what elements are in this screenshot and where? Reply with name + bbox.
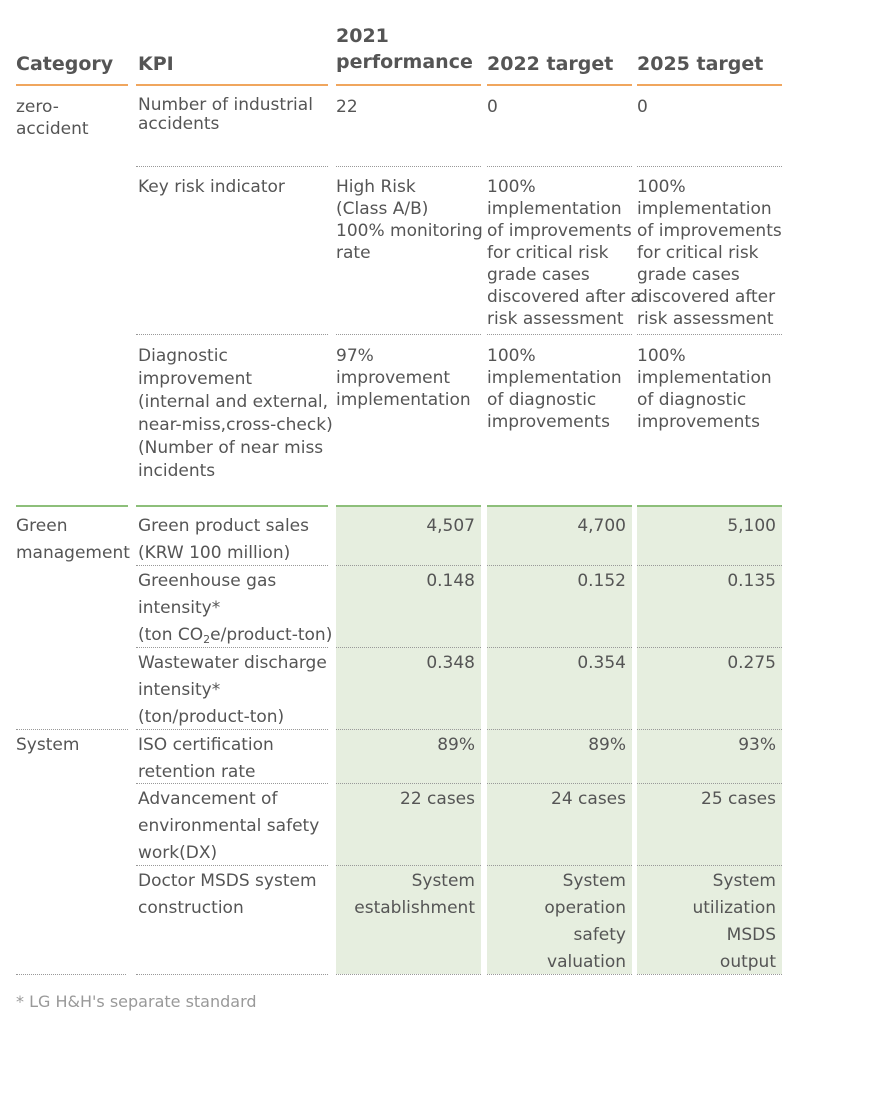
kpi-diagnostic-line: Diagnostic xyxy=(138,346,228,366)
kpi-doctor-msds xyxy=(138,868,317,922)
t2022-key-risk-line: of improvements xyxy=(487,221,632,241)
t2025-msds-line: System xyxy=(712,871,776,891)
kpi-ghg-line2: intensity* xyxy=(138,598,221,618)
row-divider xyxy=(637,783,782,784)
t2022-key-risk-line: grade cases xyxy=(487,265,590,285)
section-rule-green xyxy=(487,505,632,507)
row-divider xyxy=(637,334,782,335)
t2022-diagnostic-line: improvements xyxy=(487,412,610,432)
row-divider xyxy=(637,647,782,648)
kpi-industrial-accidents xyxy=(138,96,313,134)
t2025-key-risk-line: 100% xyxy=(637,177,686,197)
kpi-industrial-accidents-line1: Number of industrial xyxy=(138,95,313,115)
t2022-key-risk xyxy=(487,176,641,330)
perf-key-risk-line: 100% monitoring xyxy=(336,221,483,241)
t2025-diagnostic-line: of diagnostic xyxy=(637,390,747,410)
kpi-ghg-line3-b: e/product-ton) xyxy=(210,625,333,645)
row-divider xyxy=(136,647,328,648)
row-divider xyxy=(136,783,328,784)
kpi-ghg-line3 xyxy=(138,622,332,653)
t2025-key-risk-line: for critical risk xyxy=(637,243,759,263)
t2022-iso: 89% xyxy=(588,735,626,755)
row-divider xyxy=(487,647,632,648)
t2022-wastewater: 0.354 xyxy=(577,653,626,673)
kpi-dx-line1: Advancement of xyxy=(138,789,278,809)
t2025-msds-line: MSDS xyxy=(726,925,776,945)
t2025-key-risk-line: of improvements xyxy=(637,221,782,241)
kpi-iso-certification xyxy=(138,732,274,786)
kpi-wastewater-line3: (ton/product-ton) xyxy=(138,707,285,727)
t2022-key-risk-line: implementation xyxy=(487,199,622,219)
header-rule-2021 xyxy=(336,84,481,86)
row-divider xyxy=(136,565,328,566)
section-divider-system xyxy=(16,729,128,730)
t2022-msds-line: operation xyxy=(544,898,626,918)
kpi-key-risk-indicator: Key risk indicator xyxy=(138,177,285,197)
t2025-diagnostic-line: improvements xyxy=(637,412,760,432)
t2025-key-risk-line: risk assessment xyxy=(637,309,774,329)
perf-green-sales: 4,507 xyxy=(426,516,475,536)
t2025-key-risk-line: implementation xyxy=(637,199,772,219)
header-rule-2022 xyxy=(487,84,632,86)
t2022-key-risk-line: risk assessment xyxy=(487,309,624,329)
kpi-green-sales-line2: (KRW 100 million) xyxy=(138,543,291,563)
kpi-industrial-accidents-line2: accidents xyxy=(138,114,220,134)
t2022-diagnostic-line: of diagnostic xyxy=(487,390,597,410)
perf-diagnostic-line: implementation xyxy=(336,390,471,410)
kpi-diagnostic-line: near-miss,cross-check) xyxy=(138,415,333,435)
t2022-msds-line: System xyxy=(562,871,626,891)
kpi-iso-line1: ISO certification xyxy=(138,735,274,755)
perf-ghg: 0.148 xyxy=(426,571,475,591)
perf-msds-line: System xyxy=(411,871,475,891)
kpi-iso-line2: retention rate xyxy=(138,762,256,782)
row-divider xyxy=(637,865,782,866)
perf-industrial-accidents: 22 xyxy=(336,97,358,117)
row-divider xyxy=(136,865,328,866)
kpi-wastewater-line1: Wastewater discharge xyxy=(138,653,327,673)
t2025-msds-line: output xyxy=(719,952,776,972)
t2025-iso: 93% xyxy=(738,735,776,755)
perf-key-risk-line: High Risk xyxy=(336,177,416,197)
t2022-key-risk-line: for critical risk xyxy=(487,243,609,263)
footnote: * LG H&H's separate standard xyxy=(16,992,257,1011)
kpi-dx-advancement xyxy=(138,786,319,867)
kpi-msds-line1: Doctor MSDS system xyxy=(138,871,317,891)
t2022-ghg: 0.152 xyxy=(577,571,626,591)
category-zero-accident xyxy=(16,96,89,140)
kpi-ghg-line3-a: (ton CO xyxy=(138,625,204,645)
row-divider xyxy=(487,166,632,167)
category-system: System xyxy=(16,735,80,755)
section-rule-green xyxy=(336,505,481,507)
t2025-green-sales: 5,100 xyxy=(727,516,776,536)
t2025-msds-line: utilization xyxy=(692,898,776,918)
perf-msds xyxy=(336,868,475,922)
kpi-ghg-intensity xyxy=(138,568,332,653)
kpi-diagnostic-line: (Number of near miss xyxy=(138,438,324,458)
category-zero-accident-line1: zero- xyxy=(16,97,59,117)
header-perf-line1: 2021 xyxy=(336,25,389,47)
t2022-msds-line: safety xyxy=(573,925,626,945)
kpi-wastewater-intensity xyxy=(138,650,327,731)
perf-diagnostic xyxy=(336,345,471,411)
row-divider xyxy=(336,166,481,167)
kpi-diagnostic-improvement xyxy=(138,345,333,483)
row-divider xyxy=(487,783,632,784)
table-bottom-rule xyxy=(136,974,328,975)
row-divider xyxy=(136,166,328,167)
t2022-diagnostic-line: 100% xyxy=(487,346,536,366)
header-perf-line2: performance xyxy=(336,51,473,73)
t2025-key-risk xyxy=(637,176,782,330)
t2025-diagnostic-line: 100% xyxy=(637,346,686,366)
kpi-diagnostic-line: incidents xyxy=(138,461,216,481)
t2025-key-risk-line: discovered after xyxy=(637,287,776,307)
t2022-green-sales: 4,700 xyxy=(577,516,626,536)
t2025-msds xyxy=(637,868,776,976)
row-divider xyxy=(336,729,481,730)
kpi-dx-line3: work(DX) xyxy=(138,843,218,863)
t2025-diagnostic-line: implementation xyxy=(637,368,772,388)
t2022-dx: 24 cases xyxy=(551,789,626,809)
t2025-industrial-accidents: 0 xyxy=(637,97,648,117)
t2025-wastewater: 0.275 xyxy=(727,653,776,673)
header-kpi: KPI xyxy=(138,53,174,75)
t2022-diagnostic xyxy=(487,345,622,433)
perf-key-risk-line: rate xyxy=(336,243,371,263)
header-2021-performance xyxy=(336,23,473,75)
t2022-industrial-accidents: 0 xyxy=(487,97,498,117)
row-divider xyxy=(637,565,782,566)
perf-msds-line: establishment xyxy=(354,898,475,918)
perf-dx: 22 cases xyxy=(400,789,475,809)
t2025-dx: 25 cases xyxy=(701,789,776,809)
header-2025-target: 2025 target xyxy=(637,53,764,75)
header-2022-target: 2022 target xyxy=(487,53,614,75)
kpi-green-product-sales xyxy=(138,513,309,567)
row-divider xyxy=(487,865,632,866)
header-rule-2025 xyxy=(637,84,782,86)
table-bottom-rule xyxy=(487,974,632,975)
row-divider xyxy=(487,565,632,566)
perf-wastewater: 0.348 xyxy=(426,653,475,673)
kpi-msds-line2: construction xyxy=(138,898,244,918)
table-bottom-rule xyxy=(637,974,782,975)
header-rule-kpi xyxy=(136,84,328,86)
t2025-ghg: 0.135 xyxy=(727,571,776,591)
category-zero-accident-line2: accident xyxy=(16,119,89,139)
row-divider xyxy=(336,565,481,566)
t2025-key-risk-line: grade cases xyxy=(637,265,740,285)
header-category: Category xyxy=(16,53,114,75)
row-divider xyxy=(336,783,481,784)
t2022-key-risk-line: discovered after a xyxy=(487,287,641,307)
row-divider xyxy=(487,334,632,335)
row-divider xyxy=(637,729,782,730)
perf-iso: 89% xyxy=(437,735,475,755)
category-green-line2: management xyxy=(16,543,130,563)
t2022-diagnostic-line: implementation xyxy=(487,368,622,388)
kpi-diagnostic-line: improvement xyxy=(138,369,253,389)
perf-key-risk xyxy=(336,176,483,264)
section-rule-green xyxy=(136,505,328,507)
kpi-ghg-line3-sub: 2 xyxy=(203,633,211,646)
row-divider xyxy=(336,647,481,648)
header-rule-category xyxy=(16,84,128,86)
perf-key-risk-line: (Class A/B) xyxy=(336,199,429,219)
kpi-dx-line2: environmental safety xyxy=(138,816,320,836)
category-green-line1: Green xyxy=(16,516,68,536)
category-green-management xyxy=(16,513,130,567)
t2022-msds-line: valuation xyxy=(547,952,626,972)
section-rule-green xyxy=(637,505,782,507)
row-divider xyxy=(136,729,328,730)
row-divider xyxy=(336,334,481,335)
kpi-wastewater-line2: intensity* xyxy=(138,680,221,700)
kpi-ghg-line1: Greenhouse gas xyxy=(138,571,277,591)
t2022-msds xyxy=(487,868,626,976)
section-rule-green xyxy=(16,505,128,507)
perf-diagnostic-line: improvement xyxy=(336,368,451,388)
row-divider xyxy=(487,729,632,730)
table-bottom-rule xyxy=(336,974,481,975)
kpi-diagnostic-line: (internal and external, xyxy=(138,392,329,412)
perf-diagnostic-line: 97% xyxy=(336,346,374,366)
row-divider xyxy=(637,166,782,167)
row-divider xyxy=(336,865,481,866)
t2025-diagnostic xyxy=(637,345,772,433)
table-bottom-rule xyxy=(16,974,126,975)
kpi-green-sales-line1: Green product sales xyxy=(138,516,309,536)
row-divider xyxy=(136,334,328,335)
t2022-key-risk-line: 100% xyxy=(487,177,536,197)
